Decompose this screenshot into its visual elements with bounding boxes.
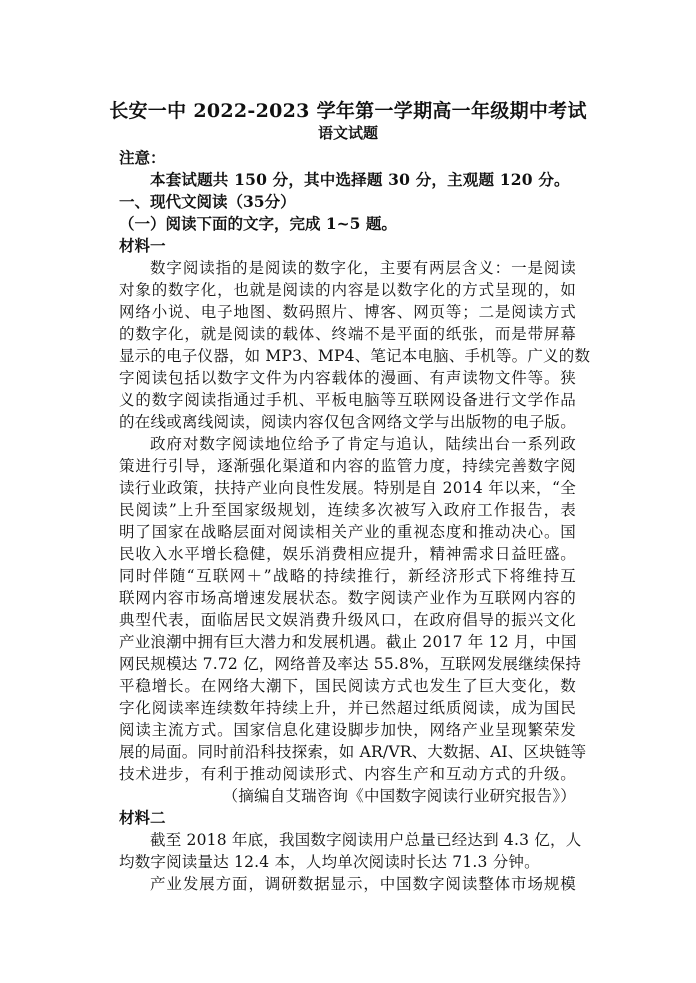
paragraph-line: 策进行引导，逐渐强化渠道和内容的监管力度，持续完善数字阅: [119, 457, 576, 475]
exam-subtitle: 语文试题: [317, 124, 378, 142]
material1-label: 材料一: [119, 236, 166, 255]
paragraph-line: 显示的电子仪器，如 MP3、MP4、笔记本电脑、手机等。广义的数: [119, 347, 591, 365]
paragraph-line: 读行业政策，扶持产业向良性发展。特别是自 2014 年以来，“全: [119, 479, 576, 497]
paragraph-line: 字阅读包括以数字文件为内容载体的漫画、有声读物文件等。狭: [119, 369, 576, 387]
paragraph-line: 产业浪潮中拥有巨大潜力和发展机遇。截止 2017 年 12 月，中国: [119, 633, 577, 651]
paragraph-line: 义的数字阅读指通过手机、平板电脑等互联网设备进行文学作品: [119, 391, 576, 409]
material2-label: 材料二: [119, 808, 166, 827]
paragraph-line: 政府对数字阅读地位给予了肯定与追认，陆续出台一系列政: [150, 435, 576, 453]
paragraph-line: 典型代表，面临居民文娱消费升级风口，在政府倡导的振兴文化: [119, 611, 576, 629]
paragraph-line: 展的局面。同时前沿科技探索，如 AR/VR、大数据、AI、区块链等: [119, 743, 587, 761]
paragraph-line: 产业发展方面，调研数据显示，中国数字阅读整体市场规模: [150, 875, 576, 893]
paragraph-line: 数字阅读指的是阅读的数字化，主要有两层含义：一是阅读: [150, 259, 576, 277]
paragraph-line: 均数字阅读量达 12.4 本，人均单次阅读时长达 71.3 分钟。: [119, 853, 540, 871]
notice-text: 本套试题共 150 分，其中选择题 30 分，主观题 120 分。: [150, 170, 570, 189]
paragraph-line: 同时伴随“互联网＋”战略的持续推行，新经济形式下将维持互: [119, 567, 576, 585]
paragraph-line: 联网内容市场高增速发展状态。数字阅读产业作为互联网内容的: [119, 589, 576, 607]
section-heading: 一、现代文阅读（35分）: [119, 192, 296, 211]
paragraph-line: 的在线或离线阅读，阅读内容仅包含网络文学与出版物的电子版。: [119, 413, 576, 431]
paragraph-line: 平稳增长。在网络大潮下，国民阅读方式也发生了巨大变化，数: [119, 677, 576, 695]
paragraph-line: 民收入水平增长稳健，娱乐消费相应提升，精神需求日益旺盛。: [119, 545, 576, 563]
material1-source: （摘编自艾瑞咨询《中国数字阅读行业研究报告》）: [222, 787, 576, 805]
paragraph-line: 技术进步，有利于推动阅读形式、内容生产和互动方式的升级。: [119, 765, 576, 783]
paragraph-line: 明了国家在战略层面对阅读相关产业的重视态度和推动决心。国: [119, 523, 576, 541]
paragraph-line: 对象的数字化，也就是阅读的内容是以数字化的方式呈现的，如: [119, 281, 576, 299]
paragraph-line: 字化阅读率连续数年持续上升，并已然超过纸质阅读，成为国民: [119, 699, 576, 717]
paragraph-line: 截至 2018 年底，我国数字阅读用户总量已经达到 4.3 亿，人: [150, 831, 582, 849]
paragraph-line: 民阅读”上升至国家级规划，连续多次被写入政府工作报告，表: [119, 501, 576, 519]
paragraph-line: 的数字化，就是阅读的载体、终端不是平面的纸张，而是带屏幕: [119, 325, 576, 343]
paragraph-line: 网民规模达 7.72 亿，网络普及率达 55.8%，互联网发展继续保持: [119, 655, 582, 673]
paragraph-line: 网络小说、电子地图、数码照片、博客、网页等；二是阅读方式: [119, 303, 576, 321]
section-subheading: （一）阅读下面的文字，完成 1~5 题。: [119, 214, 397, 233]
exam-title: 长安一中 2022-2023 学年第一学期高一年级期中考试: [109, 100, 587, 122]
notice-label: 注意：: [119, 148, 166, 167]
paragraph-line: 阅读主流方式。国家信息化建设脚步加快，网络产业呈现繁荣发: [119, 721, 576, 739]
